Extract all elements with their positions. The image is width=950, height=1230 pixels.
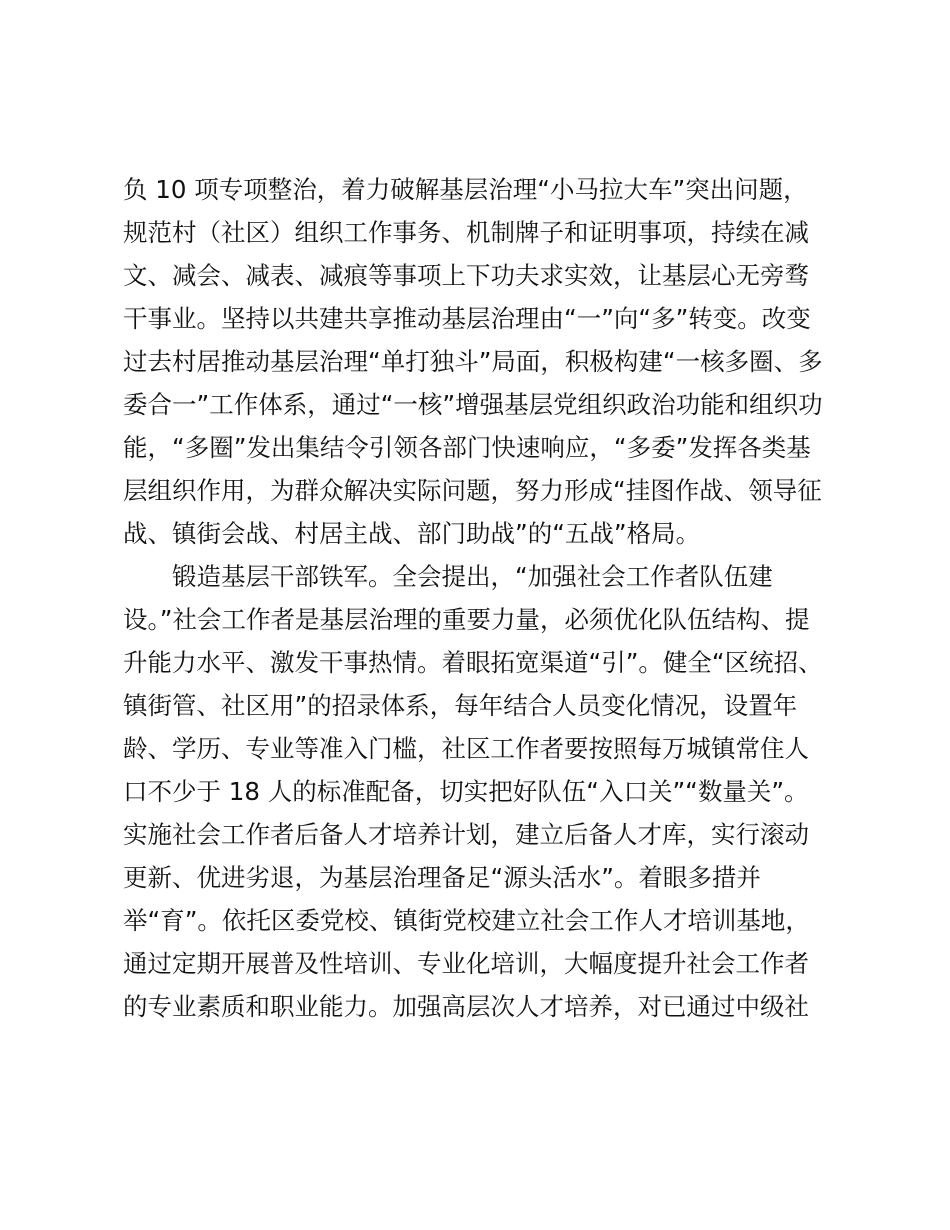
text-line: 通过定期开展普及性培训、专业化培训，大幅度提升社会工作者 [123,949,809,978]
text-line: 干事业。坚持以共建共享推动基层治理由“一”向“多”转变。改变 [123,304,811,333]
text-line: 更新、优进劣退，为基层治理备足“源头活水”。着眼多措并 [123,863,761,892]
text-line: 升能力水平、激发干事热情。着眼拓宽渠道“引”。健全“区统招、 [123,648,823,677]
text-line: 战、镇街会战、村居主战、部门助战”的“五战”格局。 [123,519,701,548]
text-line: 口不少于 18 人的标准配备，切实把好队伍“入口关”“数量关”。 [123,777,809,806]
text-line: 层组织作用，为群众解决实际问题，努力形成“挂图作战、领导征 [123,476,822,505]
text-line: 负 10 项专项整治，着力破解基层治理“小马拉大车”突出问题， [123,175,808,204]
text-line: 龄、学历、专业等准入门槛，社区工作者要按照每万城镇常住人 [123,734,809,763]
text-line: 规范村（社区）组织工作事务、机制牌子和证明事项，持续在减 [123,218,809,247]
text-line: 委合一”工作体系，通过“一核”增强基层党组织政治功能和组织功 [123,390,823,419]
paragraph-heading-line: 锻造基层干部铁军。全会提出，“加强社会工作者队伍建 [172,562,773,591]
text-line: 设。”社会工作者是基层治理的重要力量，必须优化队伍结构、提 [123,605,810,634]
text-line: 能，“多圈”发出集结令引领各部门快速响应，“多委”发挥各类基 [123,433,811,462]
text-line: 文、减会、减表、减痕等事项上下功夫求实效，让基层心无旁骛 [123,261,809,290]
text-line: 举“育”。依托区委党校、镇街党校建立社会工作人才培训基地， [123,906,810,935]
body-text [123,168,843,1028]
text-line: 过去村居推动基层治理“单打独斗”局面，积极构建“一核多圈、多 [123,347,823,376]
text-line: 镇街管、社区用”的招录体系，每年结合人员变化情况，设置年 [123,691,798,720]
text-line: 实施社会工作者后备人才培养计划，建立后备人才库，实行滚动 [123,820,809,849]
text-line: 的专业素质和职业能力。加强高层次人才培养，对已通过中级社 [123,992,809,1021]
